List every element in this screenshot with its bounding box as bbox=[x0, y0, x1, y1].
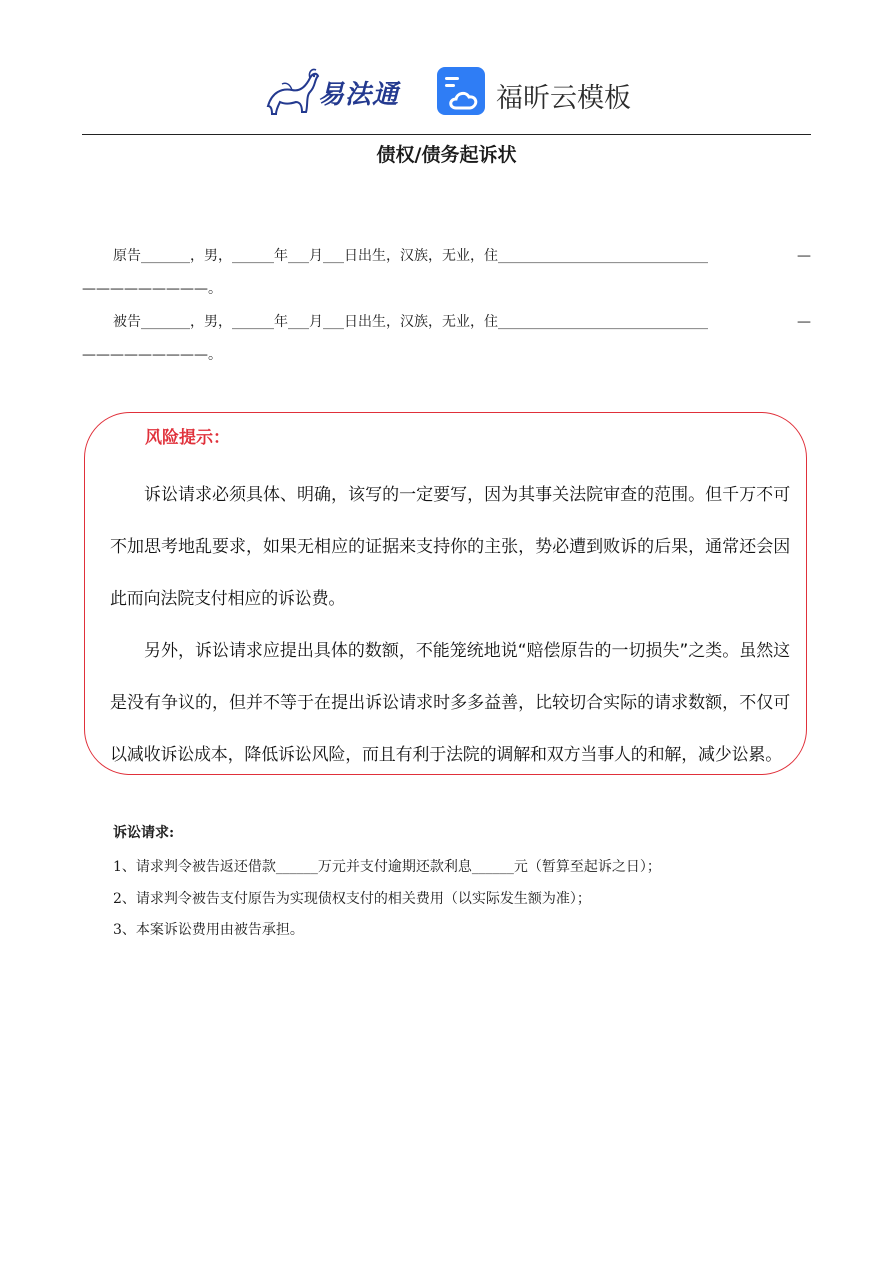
claim-item-3: 3、本案诉讼费用由被告承担。 bbox=[113, 922, 304, 938]
defendant-info bbox=[82, 306, 811, 372]
plaintiff-line1: 原告_______，男，______年___月___日出生，汉族，无业，住______________________________ bbox=[113, 248, 708, 264]
plaintiff-line2: —————————。 bbox=[82, 281, 222, 297]
foxit-template-logo bbox=[436, 64, 646, 120]
plaintiff-info bbox=[82, 240, 811, 306]
logo1-text: 易法通 bbox=[318, 80, 400, 110]
logo2-text: 福昕云模板 bbox=[496, 83, 631, 114]
defendant-line2: —————————。 bbox=[82, 347, 222, 363]
defendant-line1-tail: — bbox=[797, 314, 811, 330]
risk-warning-paragraph-1: 诉讼请求必须具体、明确，该写的一定要写，因为其事关法院审查的范围。但千万不可不加思考地乱要求，如果无相应的证据来支持你的主张，势必遭到败诉的后果，通常还会因此而向法院支付相应的诉讼费。 bbox=[110, 485, 790, 609]
claim-item-2: 2、请求判令被告支付原告为实现债权支付的相关费用（以实际发生额为准）； bbox=[113, 891, 591, 907]
risk-warning-box bbox=[84, 412, 807, 775]
defendant-line1: 被告_______，男，______年___月___日出生，汉族，无业，住______________________________ bbox=[113, 314, 708, 330]
plaintiff-line1-tail: — bbox=[797, 248, 811, 264]
claim-item-1: 1、请求判令被告返还借款______万元并支付逾期还款利息______元（暂算至起诉之日）； bbox=[113, 859, 661, 875]
yifatong-logo bbox=[262, 62, 412, 118]
risk-warning-paragraph-2: 另外，诉讼请求应提出具体的数额，不能笼统地说“赔偿原告的一切损失”之类。虽然这是没有争议的，但并不等于在提出诉讼请求时多多益善，比较切合实际的请求数额，不仅可以减收诉讼成本，降低诉讼风险，而且有利于法院的调解和双方当事人的和解，减少讼累。 bbox=[110, 641, 790, 765]
claims-heading: 诉讼请求: bbox=[113, 825, 175, 841]
cloud-doc-icon bbox=[436, 66, 486, 116]
risk-warning-title: 风险提示： bbox=[145, 428, 230, 448]
qilin-icon bbox=[262, 62, 322, 118]
header-logos bbox=[0, 56, 893, 126]
header-divider bbox=[82, 134, 811, 135]
document-title: 债权/债务起诉状 bbox=[376, 144, 517, 166]
